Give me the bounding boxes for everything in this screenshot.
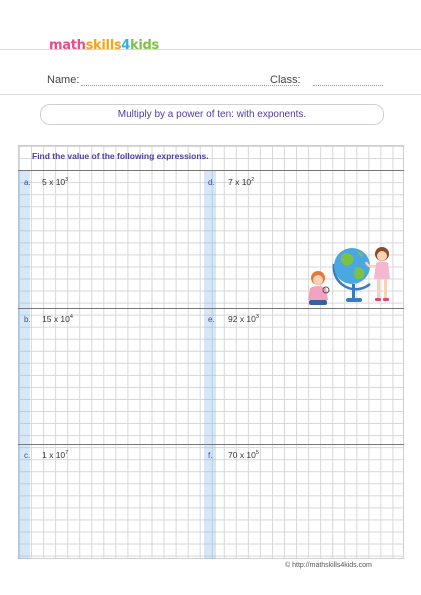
left-column-band: [18, 170, 30, 559]
question-a-expression: 5 x $10^3$: [42, 177, 69, 187]
name-field-line[interactable]: [81, 85, 299, 86]
row-divider: [18, 444, 404, 445]
question-c-label: c.: [24, 451, 31, 460]
right-column-band: [204, 170, 216, 559]
row-divider: [18, 170, 404, 171]
kids-with-globe-illustration: [300, 240, 406, 310]
header-divider: [0, 94, 421, 95]
question-a-label: a.: [24, 178, 31, 187]
question-f-expression: 70 x $10^5$: [228, 450, 259, 460]
mathskills4kids-logo: mathskills4kids: [49, 38, 159, 53]
footer-copyright[interactable]: © http://mathskills4kids.com: [285, 562, 372, 569]
question-b-expression: 15 x $10^4$: [42, 314, 73, 324]
question-c-expression: 1 x $10^7$: [42, 450, 69, 460]
question-b-label: b.: [24, 315, 31, 324]
question-e-label: e.: [208, 315, 215, 324]
question-d-label: d.: [208, 178, 215, 187]
class-field-line[interactable]: [313, 85, 383, 86]
instructions: Find the value of the following expressions.: [32, 151, 209, 161]
question-f-label: f.: [208, 451, 213, 460]
worksheet-title: Multiply by a power of ten: with exponents.: [40, 104, 384, 125]
question-d-expression: 7 x $10^2$: [228, 177, 255, 187]
name-label: Name:: [47, 74, 80, 86]
question-e-expression: 92 x $10^3$: [228, 314, 259, 324]
class-label: Class:: [270, 74, 301, 86]
name-class-row: [47, 74, 391, 90]
